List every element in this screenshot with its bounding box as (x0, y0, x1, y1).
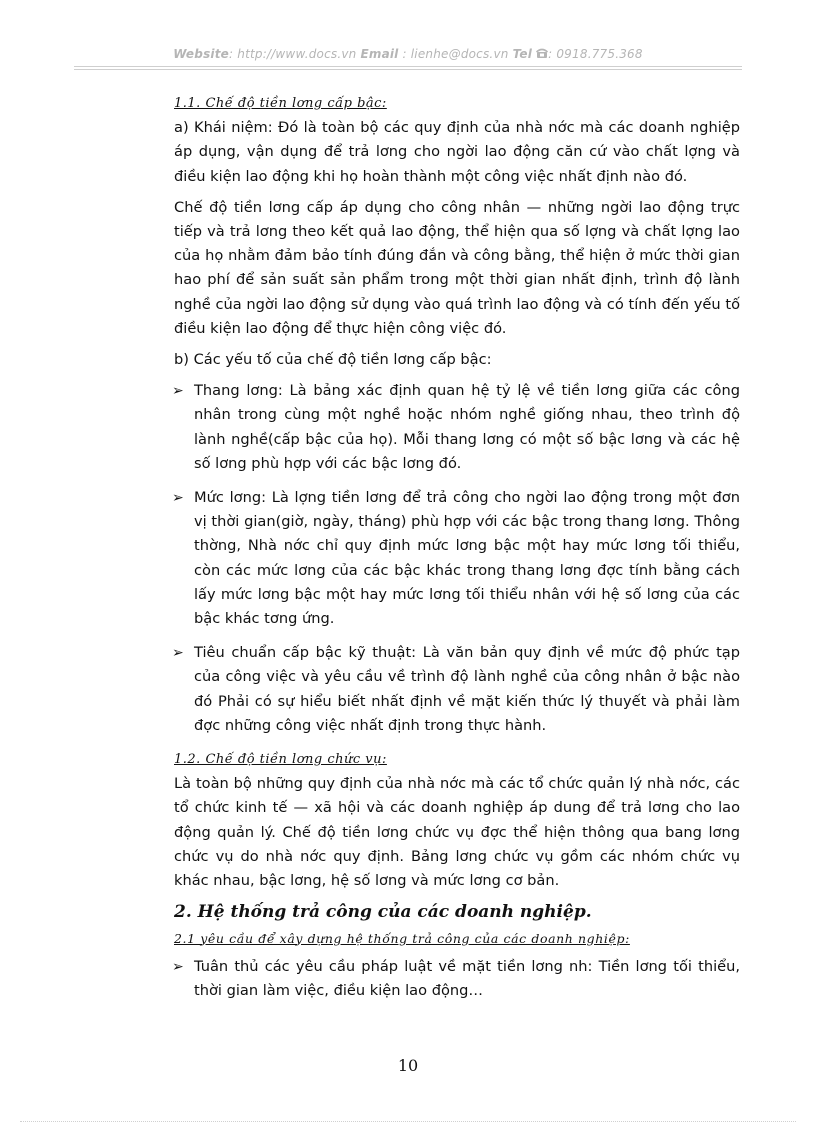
list-item (172, 379, 740, 476)
email-label: Email (360, 47, 399, 61)
list-item (172, 641, 740, 738)
tel-label: Tel (512, 47, 533, 61)
list-item (172, 486, 740, 631)
list-item-text: Tuân thủ các yêu cầu pháp luật về mặt tiền lơng nh: Tiền lơng tối thiểu, thời gian làm việc, điều kiện lao động… (194, 957, 740, 999)
page-header (74, 47, 742, 62)
paragraph: b) Các yếu tố của chế độ tiền lơng cấp bậc: (174, 351, 492, 369)
section-2-heading: 2. Hệ thống trả công của các doanh nghiệp. (174, 902, 592, 923)
list-item-text: Thang lơng: Là bảng xác định quan hệ tỷ lệ về tiền lơng giữa các công nhân trong cùng một nghề hoặc nhóm nghề giống nhau, theo trình độ lành nghề(cấp bậc của họ). Mỗi thang lơng có một số bậc lơng và các hệ số lơng phù hợp với các bậc lơng đó. (194, 382, 740, 472)
website-value: : http://www.docs.vn (229, 47, 357, 61)
arrow-bullet-icon: ➢ (172, 383, 184, 400)
page-number: 10 (397, 1056, 419, 1075)
footer-divider (20, 1121, 796, 1122)
arrow-bullet-icon: ➢ (172, 645, 184, 662)
arrow-bullet-icon: ➢ (172, 958, 184, 975)
section-1-1-heading: 1.1. Chế độ tiền lơng cấp bậc: (174, 96, 387, 111)
list-item-text: Mức lơng: Là lợng tiền lơng để trả công cho ngời lao động trong một đơn vị thời gian(giờ, ngày, tháng) phù hợp với các bậc trong thang lơng. Thông thờng, Nhà nớc chỉ quy định mức lơng bậc một hay mức lơng tối thiểu, còn các mức lơng của các bậc khác trong thang lơng đợc tính bằng cách lấy mức lơng bậc một hay mức lơng tối thiểu nhân với hệ số lơng của các bậc khác tơng ứng. (194, 489, 740, 628)
arrow-bullet-icon: ➢ (172, 490, 184, 507)
paragraph: a) Khái niệm: Đó là toàn bộ các quy định của nhà nớc mà các doanh nghiệp áp dụng, vận dụng để trả lơng cho ngời lao động căn cứ vào chất lợng và điều kiện lao động khi họ hoàn thành một công việc nhất định nào đó. (174, 119, 740, 185)
phone-icon (536, 48, 548, 62)
paragraph: Chế độ tiền lơng cấp áp dụng cho công nhân — những ngời lao động trực tiếp và trả lơng theo kết quả lao động, thể hiện qua số lợng và chất lợng lao của họ nhằm đảm bảo tính đúng đắn và công bằng, thể hiện ở mức thời gian hao phí để sản suất sản phẩm trong một thời gian nhất định, trình độ lành nghề của ngời lao động sử dụng vào quá trình lao động và có tính đến yếu tố điều kiện lao động để thực hiện công việc đó. (174, 198, 740, 337)
section-2-1-heading: 2.1 yêu cầu để xây dựng hệ thống trả công của các doanh nghiệp: (174, 930, 630, 946)
email-value: : lienhe@docs.vn (402, 47, 509, 61)
list-item (172, 955, 740, 1003)
list-item-text: Tiêu chuẩn cấp bậc kỹ thuật: Là văn bản quy định về mức độ phức tạp của công việc và yêu cầu về trình độ lành nghề của công nhân ở bậc nào đó Phải có sự hiểu biết nhất định về mặt kiến thức lý thuyết và phải làm đợc những công việc nhất định trong thực hành. (194, 644, 740, 734)
paragraph: Là toàn bộ những quy định của nhà nớc mà các tổ chức quản lý nhà nớc, các tổ chức kinh tế — xã hội và các doanh nghiệp áp dung để trả lơng cho lao động quản lý. Chế độ tiền lơng chức vụ đợc thể hiện thông qua bang lơng chức vụ do nhà nớc quy định. Bảng lơng chức vụ gồm các nhóm chức vụ khác nhau, bậc lơng, hệ số lơng và mức lơng cơ bản. (174, 775, 740, 890)
section-1-2-heading: 1.2. Chế độ tiền lơng chức vụ: (174, 752, 387, 768)
tel-value: : 0918.775.368 (548, 47, 643, 61)
document-body (174, 92, 740, 1013)
header-rule (74, 66, 742, 70)
website-label: Website (173, 47, 229, 61)
